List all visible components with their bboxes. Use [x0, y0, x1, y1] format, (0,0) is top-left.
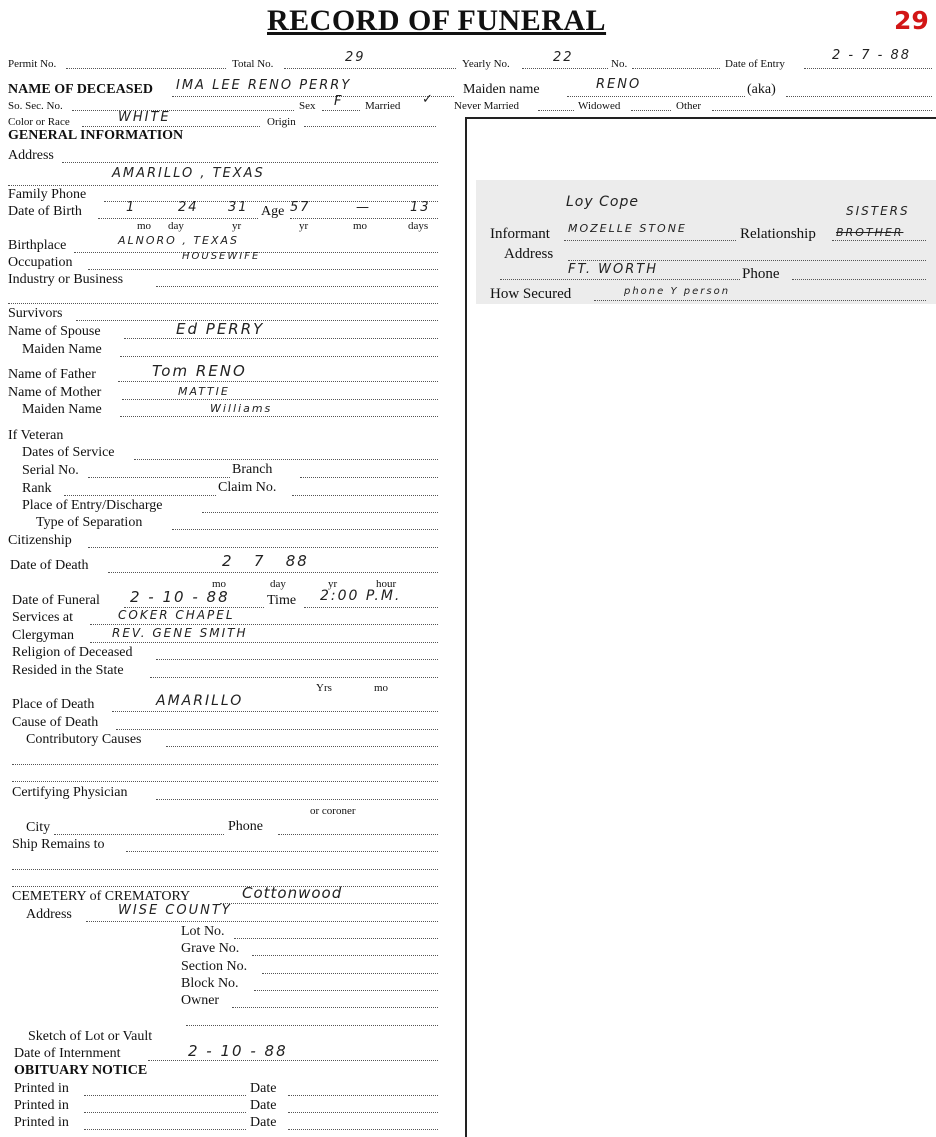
- record-title: RECORD OF FUNERAL: [267, 4, 607, 37]
- informant-city: FT. WORTH: [568, 262, 658, 277]
- dob-sub-mo: mo: [137, 220, 152, 232]
- section-label: Section No.: [181, 959, 248, 974]
- informant-name-top: Loy Cope: [566, 194, 639, 210]
- time-label: Time: [267, 593, 297, 608]
- spouse-value: Ed PERRY: [176, 320, 265, 338]
- dob-label: Date of Birth: [8, 204, 82, 219]
- age-sub-days: days: [408, 220, 429, 232]
- father-value: Tom RENO: [152, 362, 247, 380]
- occupation-label: Occupation: [8, 255, 73, 270]
- other-label: Other: [676, 100, 702, 112]
- spouse-maiden-label: Maiden Name: [22, 342, 102, 357]
- grave-label: Grave No.: [181, 941, 240, 956]
- age-sub-mo: mo: [353, 220, 368, 232]
- lot-label: Lot No.: [181, 924, 225, 939]
- deceased-name-value: IMA LEE RENO PERRY: [176, 78, 352, 93]
- cemetery-value: Cottonwood: [242, 884, 343, 902]
- city-label: City: [26, 820, 51, 835]
- general-info-heading: GENERAL INFORMATION: [8, 128, 184, 143]
- widowed-label: Widowed: [578, 100, 621, 112]
- clergyman-value: REV. GENE SMITH: [112, 626, 248, 640]
- resided-sub-mo: mo: [374, 682, 389, 694]
- yearly-value: 22: [553, 50, 574, 65]
- dod-label: Date of Death: [10, 558, 89, 573]
- mother-label: Name of Mother: [8, 385, 102, 400]
- address-label: Address: [8, 148, 54, 163]
- occupation-value: HOUSEWIFE: [182, 251, 261, 262]
- resided-label: Resided in the State: [12, 663, 124, 678]
- no-label: No.: [611, 58, 628, 70]
- married-label: Married: [365, 100, 401, 112]
- address-value: AMARILLO , TEXAS: [112, 166, 265, 181]
- coroner-label: or coroner: [310, 805, 356, 817]
- printed-in-label-3: Printed in: [14, 1115, 69, 1130]
- cemetery-label: CEMETERY of CREMATORY: [12, 889, 191, 904]
- place-of-death-value: AMARILLO: [156, 693, 244, 709]
- survivors-label: Survivors: [8, 306, 63, 321]
- relationship-struck: BROTHER: [836, 226, 904, 239]
- maiden-name-label: Maiden name: [463, 82, 540, 97]
- relationship-value: SISTERS: [846, 204, 910, 218]
- origin-label: Origin: [267, 116, 296, 128]
- serial-label: Serial No.: [22, 463, 79, 478]
- dob-sub-day: day: [168, 220, 184, 232]
- dod-sub-mo: mo: [212, 578, 227, 590]
- how-secured-value: phone Y person: [624, 286, 731, 297]
- separation-label: Type of Separation: [36, 515, 143, 530]
- sex-label: Sex: [299, 100, 316, 112]
- entry-discharge-label: Place of Entry/Discharge: [22, 498, 163, 513]
- yearly-label: Yearly No.: [462, 58, 510, 70]
- birthplace-value: ALNORO , TEXAS: [118, 234, 240, 247]
- mother-maiden-value: Williams: [210, 402, 273, 415]
- owner-label: Owner: [181, 993, 220, 1008]
- dod-sub-yr: yr: [328, 578, 338, 590]
- maiden-name-value: RENO: [596, 77, 642, 92]
- dob-month: 1: [126, 200, 137, 215]
- dob-year: 31: [228, 200, 249, 215]
- informant-phone-label: Phone: [742, 266, 780, 282]
- internment-label: Date of Internment: [14, 1046, 121, 1061]
- cemetery-address-value: WISE COUNTY: [118, 903, 232, 918]
- spouse-label: Name of Spouse: [8, 324, 101, 339]
- age-label: Age: [261, 204, 285, 219]
- claim-label: Claim No.: [218, 480, 277, 495]
- relationship-label: Relationship: [740, 226, 816, 242]
- married-check: ✓: [422, 92, 435, 107]
- obituary-date-label-1: Date: [250, 1081, 277, 1096]
- informant-value: MOZELLE STONE: [568, 222, 687, 235]
- service-dates-label: Dates of Service: [22, 445, 115, 460]
- dod-sub-hour: hour: [376, 578, 397, 590]
- mother-maiden-label: Maiden Name: [22, 402, 102, 417]
- total-value: 29: [345, 50, 366, 65]
- dod-value: 2 7 88: [222, 552, 309, 570]
- religion-label: Religion of Deceased: [12, 645, 133, 660]
- deceased-name-label: NAME OF DECEASED: [8, 82, 153, 97]
- record-number: 29: [894, 6, 929, 35]
- services-label: Services at: [12, 610, 74, 625]
- entry-label: Date of Entry: [725, 58, 785, 70]
- birthplace-label: Birthplace: [8, 238, 67, 253]
- how-secured-label: How Secured: [490, 286, 572, 302]
- informant-label: Informant: [490, 226, 550, 242]
- industry-label: Industry or Business: [8, 272, 124, 287]
- age-years: 57: [290, 200, 311, 215]
- dob-sub-yr: yr: [232, 220, 242, 232]
- age-days: 13: [410, 200, 431, 215]
- right-box-top-border: [465, 117, 936, 119]
- rank-label: Rank: [22, 481, 52, 496]
- block-label: Block No.: [181, 976, 239, 991]
- informant-box: [476, 180, 936, 304]
- city-phone-label: Phone: [228, 819, 263, 834]
- never-married-label: Never Married: [454, 100, 520, 112]
- place-of-death-label: Place of Death: [12, 697, 95, 712]
- cemetery-address-label: Address: [26, 907, 72, 922]
- family-phone-label: Family Phone: [8, 187, 87, 202]
- total-label: Total No.: [232, 58, 274, 70]
- column-divider: [465, 117, 467, 1137]
- physician-label: Certifying Physician: [12, 785, 128, 800]
- mother-value: MATTIE: [178, 385, 230, 398]
- permit-label: Permit No.: [8, 58, 57, 70]
- age-sub-yr: yr: [299, 220, 309, 232]
- race-label: Color or Race: [8, 116, 70, 128]
- race-value: WHITE: [118, 110, 171, 125]
- funeral-date-value: 2 - 10 - 88: [130, 588, 230, 606]
- veteran-heading: If Veteran: [8, 428, 64, 443]
- obituary-date-label-3: Date: [250, 1115, 277, 1130]
- sex-value: F: [334, 94, 344, 109]
- age-months: —: [356, 200, 371, 215]
- time-value: 2:00 P.M.: [320, 588, 402, 604]
- branch-label: Branch: [232, 462, 273, 477]
- contributory-label: Contributory Causes: [26, 732, 142, 747]
- internment-value: 2 - 10 - 88: [188, 1042, 288, 1060]
- dod-sub-day: day: [270, 578, 286, 590]
- informant-address-label: Address: [504, 246, 554, 262]
- obituary-heading: OBITUARY NOTICE: [14, 1063, 148, 1078]
- citizenship-label: Citizenship: [8, 533, 72, 548]
- sketch-label: Sketch of Lot or Vault: [28, 1029, 153, 1044]
- printed-in-label-1: Printed in: [14, 1081, 69, 1096]
- aka-label: (aka): [747, 82, 776, 97]
- obituary-date-label-2: Date: [250, 1098, 277, 1113]
- ship-remains-label: Ship Remains to: [12, 837, 105, 852]
- father-label: Name of Father: [8, 367, 96, 382]
- ssn-label: So. Sec. No.: [8, 100, 63, 112]
- printed-in-label-2: Printed in: [14, 1098, 69, 1113]
- entry-value: 2 - 7 - 88: [832, 48, 911, 63]
- dob-day: 24: [178, 200, 199, 215]
- services-value: COKER CHAPEL: [118, 608, 235, 622]
- cause-label: Cause of Death: [12, 715, 99, 730]
- clergyman-label: Clergyman: [12, 628, 74, 643]
- resided-sub-yrs: Yrs: [316, 682, 332, 694]
- funeral-date-label: Date of Funeral: [12, 593, 100, 608]
